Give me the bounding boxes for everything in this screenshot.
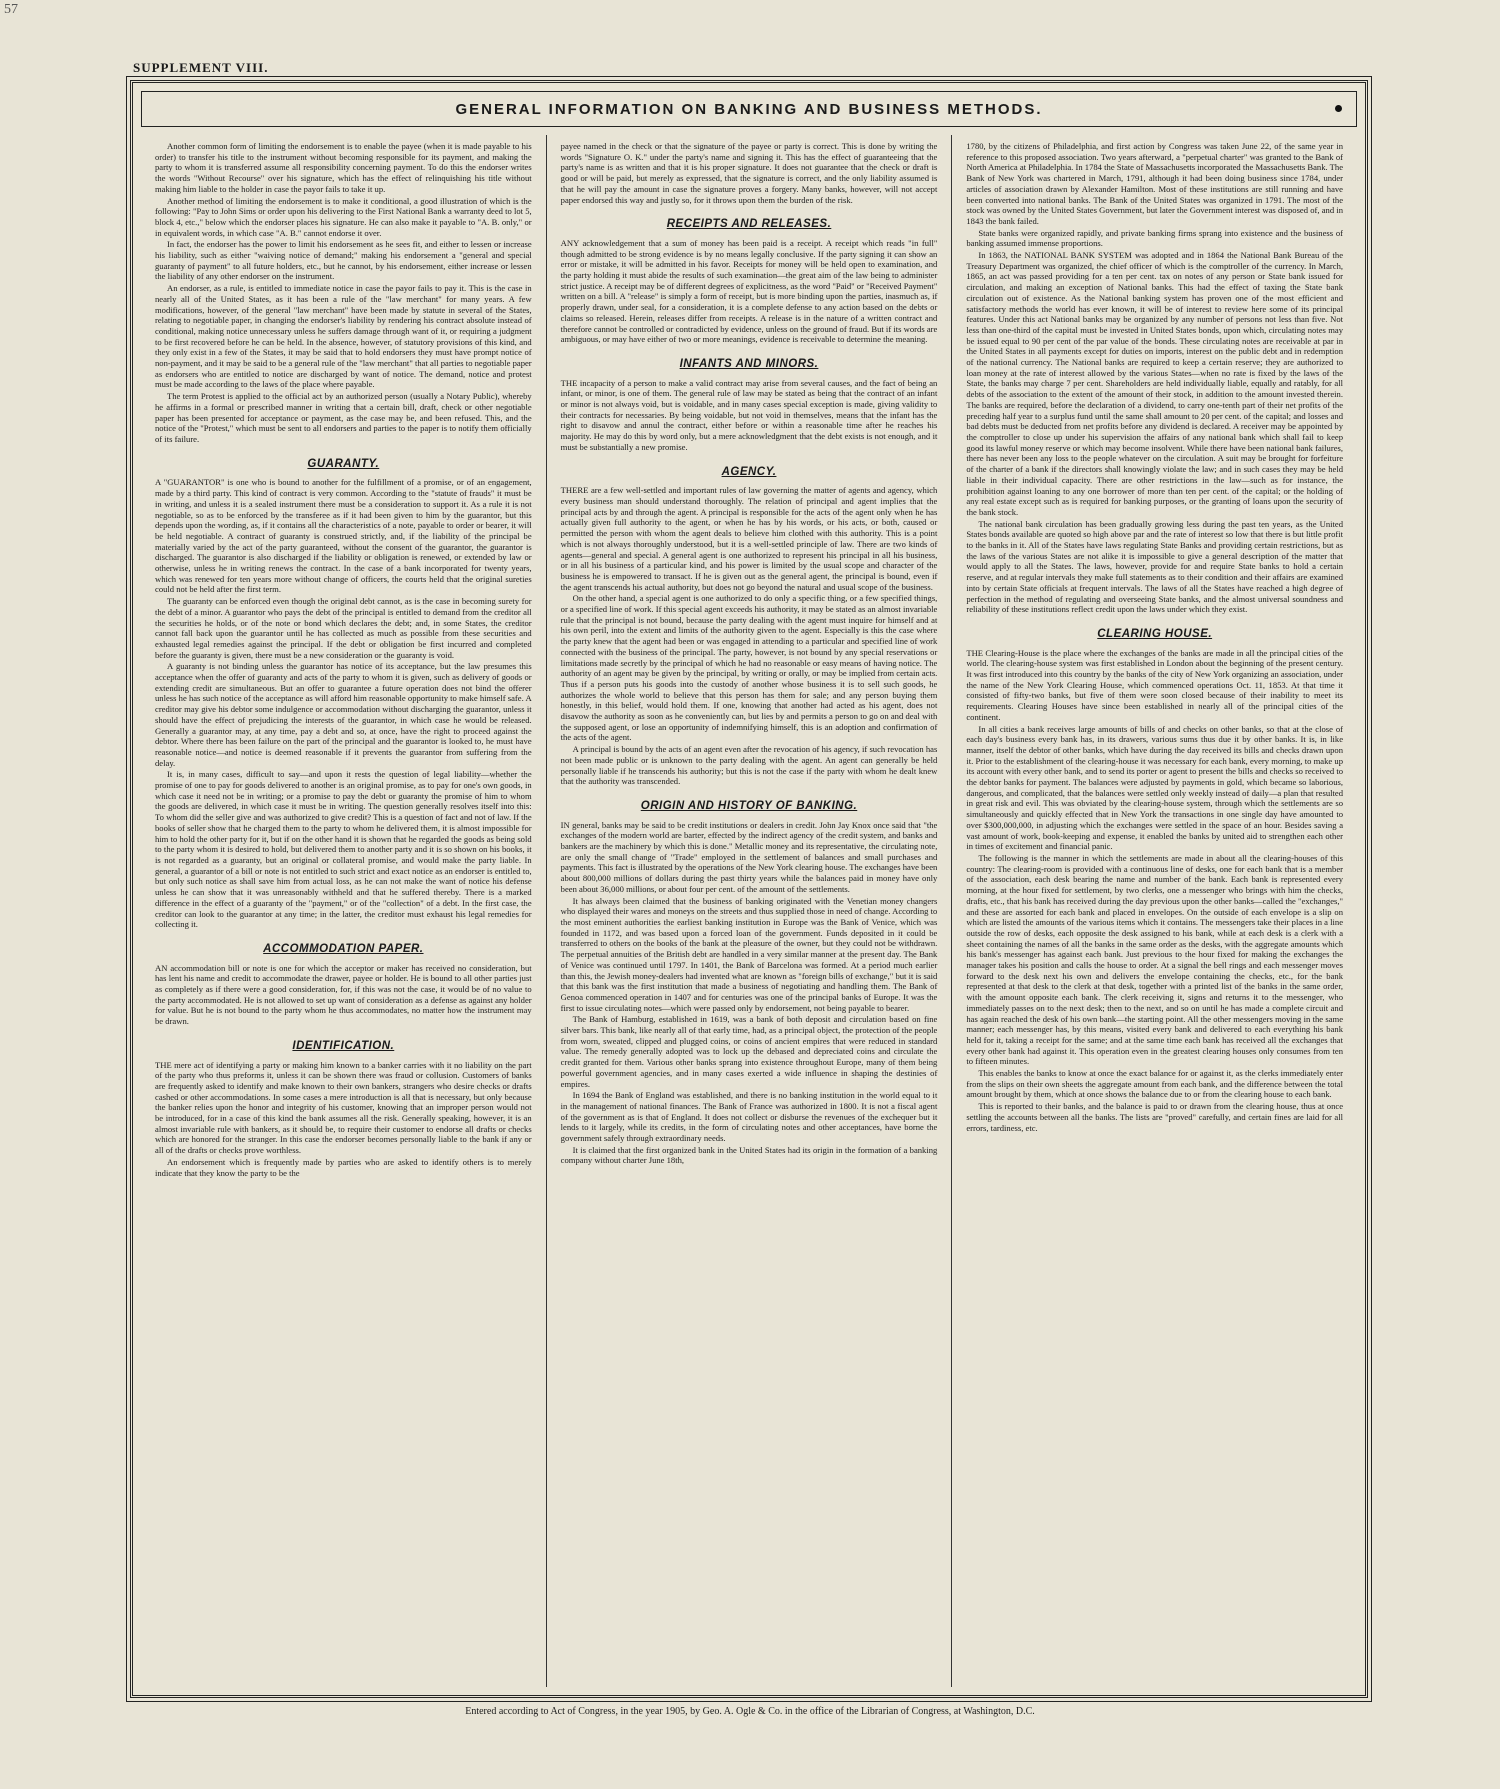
paragraph: The Bank of Hamburg, established in 1619, was a bank of both deposit and circulation based on fine silver bars. This bank, like nearly all of that early time, had, as a principal object, the protection of the people from worn, sweated, clipped and plugged coins, or coins of ancient empires that were reduced in standard value. The remedy generally adopted was to lock up the debased and depreciated coins and circulate the credit granted for them. Various other banks sprang into existence throughout Europe, many of them being powerful government agencies, and in many cases exerted a wide influence in shaping the destinies of empires. (560, 1014, 938, 1089)
paragraph: In 1694 the Bank of England was established, and there is no banking institution in the world equal to it in the management of national finances. The Bank of France was authorized in 1800. It is not a fiscal agent of the government as is that of England. It does not collect or disburse the revenues of the exchequer but it lends to it largely, while its credits, in the form of circulating notes and other acceptances, have borne the government safely through extraordinary needs. (560, 1090, 938, 1144)
paragraph: In fact, the endorser has the power to limit his endorsement as he sees fit, and either to lessen or increase his liability, such as either "waiving notice of demand;" making his endorsement a "general and special guaranty of payment" to all future holders, etc., but he cannot, by his endorsement, either increase or lessen the liability of any other endorser on the instrument. (155, 239, 532, 282)
section-heading-accommodation-paper: ACCOMMODATION PAPER. (263, 942, 424, 955)
paragraph: payee named in the check or that the signature of the payee or party is correct. This is done by writing the words "Signature O. K." under the party's name and signing it. This has the effect of guaranteeing that the party's name is as written and that it is his proper signature. It does not guarantee that the check or draft is good or will be paid, but merely as expressed, that the signature is correct, and the only liability assumed is that he will pay the amount in case the signature proves a forgery. Many banks, however, will not accept paper endorsed this way and justly so, for it throws upon them the burden of the risk. (560, 141, 938, 205)
paragraph: It has always been claimed that the business of banking originated with the Venetian money changers who displayed their wares and moneys on the streets and thus supplied those in need of change. According to the most eminent authorities the earliest banking institution in Europe was the Bank of Venice, which was founded in 1172, and was based upon a forced loan of the government. Funds deposited in it could be transferred to others on the books of the bank at the pleasure of the owner, but they could not be withdrawn. The perpetual annuities of the British debt are handled in a very similar manner at the present day. The Bank of Venice was continued until 1797. In 1401, the Bank of Barcelona was formed. At a period much earlier than this, the Jewish money-dealers had invented what are known as "foreign bills of exchange," but it is said that this bank was the first institution that made a business of negotiating and handling them. The Bank of Genoa commenced operation in 1407 and for centuries was one of the principal banks of Europe. It was the first to issue circulating notes—which were passed only by endorsement, not being payable to bearer. (560, 895, 938, 1013)
paragraph: THE Clearing-House is the place where the exchanges of the banks are made in all the principal cities of the world. The clearing-house system was first established in London about the beginning of the present century. It was first introduced into this country by the banks of the city of New York organizing an association, under the name of the New York Clearing House, which commenced operations Oct. 11, 1853. At that time it consisted of fifty-two banks, but five of them were soon closed because of their inability to meet its requirements. Clearing Houses have since been established in nearly all of the principal cities of the continent. (966, 647, 1344, 722)
column-2 (546, 135, 952, 1687)
paragraph: This enables the banks to know at once the exact balance for or against it, as the clerks immediately enter from the slips on their own sheets the aggregate amount from each bank, and the difference between the total amount brought by them, which at once shows the balance due to or from the clearing house to each bank. (966, 1068, 1344, 1100)
paragraph: This is reported to their banks, and the balance is paid to or drawn from the clearing house, thus at once settling the accounts between all the banks. The lists are "proved" carefully, and certain fines are laid for all errors, tardiness, etc. (966, 1101, 1344, 1133)
paragraph: In all cities a bank receives large amounts of bills of and checks on other banks, so that at the close of each day's business every bank has, in its drawers, various sums thus due it by other banks. It is, in like manner, itself the debtor of other banks, which have during the day received its bills and checks drawn upon it. Prior to the establishment of the clearing-house it was necessary for each bank, every morning, to make up its account with every other bank, and to send its porter or agent to present the bills and checks so received to the debtor banks for payment. The balances were adjusted by payments in gold, which became so laborious, dangerous, and complicated, that the balances were settled only weekly instead of daily—a plan that resulted in great risk and evil. This was obviated by the clearing-house system, through which the settlements are so simultaneously and quickly effected that in New York the transactions in one single day have amounted to over $300,000,000, in adjusting which the exchanges were settled in the space of an hour. Besides saving a vast amount of work, book-keeping and expense, it enabled the banks by united aid to strengthen each other in times of excitement and financial panic. (966, 723, 1344, 852)
paragraph: An endorser, as a rule, is entitled to immediate notice in case the payor fails to pay it. This is the case in nearly all of the United States, as it has been a rule of the "law merchant" for many years. A few modifications, however, of the general "law merchant" have been made by statute in several of the States, relating to negotiable paper, in changing the endorser's liability by rendering his contract absolute instead of conditional, making notice unnecessary unless he suffers damage through want of it, or requiring a judgment to be first recovered before he can be held. In the absence, however, of statutory provisions of this kind, and they only exist in a few of the States, it may be said that to hold endorsers they must have prompt notice of non-payment, and it may be said to be a general rule of the "law merchant" that all parties to negotiable paper as endorsers who are entitled to notice are discharged by want of notice. The demand, notice and protest must be made according to the laws of the place where payable. (155, 283, 532, 390)
paragraph: On the other hand, a special agent is one authorized to do only a specific thing, or a few specified things, or a specified line of work. If this special agent exceeds his authority, it may be stated as an almost invariable rule that the principal is not bound, because the party dealing with the agent must inquire for himself and at his own peril, into the extent and limits of the authority given to the agent. Especially is this the case where the party knew that the agent had been or was engaged in attending to a particular and specified line of work connected with the business of the principal. The party, however, is not bound by any special reservations or limitations made secretly by the principal of which he had no reasonable or easy means of having notice. The authority of an agent may be given by the principal, by writing or orally, or may be implied from certain acts. Thus if a person puts his goods into the custody of another whose business it is to sell such goods, he authorizes the whole world to believe that this person has them for sale; and any person buying them honestly, in this belief, would hold them. If one, knowing that another had acted as his agent, does not disavow the authority as soon as he conveniently can, but lies by and permits a person to go on and deal with the supposed agent, or lose an opportunity of indemnifying himself, this is an adoption and confirmation of the acts of the agent. (560, 593, 938, 743)
paragraph: AN accommodation bill or note is one for which the acceptor or maker has received no consideration, but has lent his name and credit to accommodate the drawer, payee or holder. He is bound to all other parties just as completely as if there were a good consideration, for, if this was not the case, it would be of no value to the party accommodated. He is not allowed to set up want of consideration as a defense as against any holder for value. But he is not bound to the party whom he thus accommodates, no matter how the instrument may be drawn. (155, 962, 532, 1027)
paragraph: THERE are a few well-settled and important rules of law governing the matter of agents and agency, which every business man should understand thoroughly. The relation of principal and agent implies that the principal acts by and through the agent. A principal is responsible for the acts of the agent only when he has actually given full authority to the agent, or when he has by his words, or his acts, or both, caused or permitted the person with whom the agent deals to believe him clothed with this authority. This is a point which is not always thoroughly understood, but it is a well-settled principle of law. There are two kinds of agents—general and special. A general agent is one authorized to represent his principal in all his business, or in all his business of a particular kind, and his power is limited by the usual scope and character of the business he is empowered to transact. If he is given out as the general agent, the principal is bound, even if the agent transcends his actual authority, but does not go beyond the natural and usual scope of the business. (560, 485, 938, 592)
paragraph: An endorsement which is frequently made by parties who are asked to identify others is to merely indicate that they know the party to be the (155, 1156, 532, 1178)
copyright-footer: Entered according to Act of Congress, in the year 1905, by Geo. A. Ogle & Co. in the office of the Librarian of Congress, at Washington, D.C. (465, 1706, 1035, 1717)
corner-page-mark: 57 (4, 2, 18, 17)
column-3 (951, 135, 1357, 1687)
paragraph: Another common form of limiting the endorsement is to enable the payee (when it is made payable to his order) to transfer his title to the instrument without becoming responsible for its payment, and making the party to whom it is transferred assume all responsibility concerning payment. To do this the endorser writes the words "Without Recourse" over his signature, which has the effect of relinquishing his title without making him liable to the holder in case the payor fails to take it up. (155, 141, 532, 194)
paragraph: 1780, by the citizens of Philadelphia, and first action by Congress was taken June 22, of the same year in reference to this proposed association. Two years afterward, a "perpetual charter" was granted to the Bank of North America at Philadelphia. In 1784 the State of Massachusetts incorporated the Massachusetts Bank. The Bank of New York was chartered in March, 1791, although it had been doing business since 1784, under articles of association drawn by Alexander Hamilton. Most of these institutions are still running and have been converted into national banks. The Bank of the United States was organized in 1791. The most of the stock was owned by the United States Government, but later the Government interest was disposed of, and in 1843 the bank failed. (966, 141, 1344, 226)
paragraph: THE incapacity of a person to make a valid contract may arise from several causes, and the fact of being an infant, or minor, is one of them. The general rule of law may be stated as being that the contract of an infant or minor is not always void, but is voidable, and in many cases special exception is made, giving validity to their contracts for necessaries. By being voidable, but not void in themselves, means that the infant has the right to disavow and annul the contract, either before or within a reasonable time after he reaches his majority. He may do this by word only, but a mere acknowledgment that the debt exists is not enough, and it must be substantially a new promise. (560, 377, 938, 452)
paragraph: State banks were organized rapidly, and private banking firms sprang into existence and the business of banking assumed immense proportions. (966, 227, 1344, 249)
section-heading-origin-history-banking: ORIGIN AND HISTORY OF BANKING. (640, 799, 858, 812)
paragraph: The following is the manner in which the settlements are made in about all the clearing-houses of this country: The clearing-room is provided with a continuous line of desks, one for each bank that is a member of the association, each desk bearing the name and number of the bank. Each bank is represented every morning, at the hour fixed for settlement, by two clerks, one a messenger who brings with him the checks, drafts, etc., that his bank has received during the day previous upon the other banks—called the "exchanges," and these are assorted for each bank and placed in envelopes. On the outside of each envelope is a slip on which are listed the amounts of the various items which it contains. The messengers take their places in a line outside the row of desks, each opposite the desk assigned to his bank, while at each desk is a clerk with a sheet containing the names of all the banks in the same order as the desks, with the aggregate amounts which his bank's messenger has against each bank. Just previous to the hour fixed for making the exchanges the manager takes his position and calls the house to order. At a signal the bell rings and each messenger moves forward to the desk next his own and delivers the envelope containing the checks, etc., for the bank represented at that desk to the clerk at that desk, together with a printed list of the banks in the same order, with the amount opposite each bank. The clerk receiving it, signs and returns it to the messenger, who immediately passes on to the next desk; then to the next, and so on until he has made a complete circuit and has again reached the desk of his own bank—the starting point. All the other messengers moving in the same manner; each messenger has, by this means, visited every bank and delivered to each everything his bank held for it, taking a receipt for the same; and at the same time each bank has received all the exchanges that every other bank had against it. This operation even in the greatest clearing houses only consumes from ten to fifteen minutes. (966, 853, 1344, 1067)
paragraph: The national bank circulation has been gradually growing less during the past ten years, as the United States bonds available are quoted so high above par and the rate of interest so low that there is but little profit to the banks in it. All of the States have laws regulating State Banks and providing certain restrictions, but as the laws of the various States are not alike it is impossible to give a general description of the matter that would apply to all the States. The laws, however, provide for and require State banks to hold a certain reserve, and at regular intervals they make full statements as to their condition and their affairs are examined into by certain State officials at frequent intervals. The laws of all the States have reached a high degree of perfection in the method of regulating and overseeing State banks, and the almost universal soundness and reliability of these institutions reflect credit upon the laws under which they exist. (966, 518, 1344, 615)
paragraph: THE mere act of identifying a party or making him known to a banker carries with it no liability on the part of the party who thus preforms it, unless it can be shown there was fraud or collusion. Customers of banks are frequently asked to identify and make known to their own bankers, strangers who desire checks or drafts cashed or other accommodations. In some cases a mere introduction is all that is necessary, but only because the banker relies upon the honor and integrity of his customer, knowing that an improper person would not be introduced, for in a case of this kind the bank assumes all the risk. Generally speaking, however, it is an almost invariable rule with bankers, as it should be, to require their customer to endorse all drafts or checks which are honored for the stranger. In this case the endorser becomes personally liable to the bank if any or all of the drafts or checks prove worthless. (155, 1059, 532, 1156)
paragraph: IN general, banks may be said to be credit institutions or dealers in credit. John Jay Knox once said that "the exchanges of the modern world are barter, effected by the indirect agency of the credit system, and banks and bankers are the machinery by which this is done." Metallic money and its representative, the circulating note, are only the small change of "Trade" employed in the settlement of balances and small purchases and payments. This fact is illustrated by the operations of the New York clearing house. The exchanges have been about 800,000 millions of dollars during the past thirty years while the balances paid in money have only been about 36,000 millions, or about four per cent. of the amount of the settlements. (560, 819, 938, 894)
text-columns (141, 135, 1357, 1687)
paragraph: The term Protest is applied to the official act by an authorized person (usually a Notary Public), whereby he affirms in a formal or prescribed manner in writing that a certain bill, draft, check or other negotiable paper has been presented for acceptance or payment, as the case may be, and been refused. This, and the notice of the "Protest," which must be sent to all endorsers and parties to the paper is to notify them officially of its failure. (155, 391, 532, 444)
paragraph: A "GUARANTOR" is one who is bound to another for the fulfillment of a promise, or of an engagement, made by a third party. This kind of contract is very common. According to the "statute of frauds" it must be in writing, and unless it is a sealed instrument there must be a consideration to support it. As a rule it is not negotiable, so as to be enforced by the transferee as if it had been given to him by the guarantor, but this depends upon the wording, as, if it contains all the characteristics of a note, payable to order or bearer, it will be held negotiable. A contract of guaranty is construed strictly, and, if the liability of the principal be materially varied by the act of the party guaranteed, without the consent of the guarantor, the guarantor is discharged. The guarantor is also discharged if the liability or obligation is renewed, or extended by law or otherwise, unless he in writing renews the contract. In the case of a bank incorporated for twenty years, which was renewed for ten years more without change of officers, the courts held that the original sureties could not be held after the first term. (155, 477, 532, 595)
paragraph: In 1863, the NATIONAL BANK SYSTEM was adopted and in 1864 the National Bank Bureau of the Treasury Department was organized, the chief officer of which is the comptroller of the currency. In March, 1865, an act was passed providing for a ten per cent. tax on notes of any person or State bank issued for circulation, and making an exception of National banks. This had the effect of taxing the State bank circulation out of existence. As the National banking system has proven one of the most efficient and satisfactory methods the world has ever known, it will be of interest to review here some of its principal features. Under this act National banks may be organized by any number of persons not less than five. Not less than one-third of the capital must be invested in United States bonds, upon which, circulating notes may be issued equal to 90 per cent of the par value of the bonds. These circulating notes are receivable at par in the United States in all payments except for duties on imports, interest on the public debt and in redemption of the national currency. The National banks are required to keep a certain reserve; they are authorized to loan money at the rate of interest allowed by the various States—when no rate is fixed by the laws of the State, the banks may charge 7 per cent. Shareholders are held individually liable, equally and ratably, for all debts of the association to the extent of the amount of their stock, in addition to the amount invested therein. The banks are required, before the declaration of a dividend, to carry one-tenth part of their net profits of the preceding half year to a surplus fund until the same shall amount to 20 per cent. of the capital; and losses and bad debts must be deducted from net profits before any dividend is declared. A receiver may be appointed by the comptroller to close up under his supervision the affairs of any national bank which shall fail to keep good its lawful money reserve or which may become insolvent. While there have been national bank failures, there has never been any loss to the people whatever on the circulation. A suit may be brought for forfeiture of the charter of a bank if the directors shall knowingly violate the law; and in such cases they may be held liable in their individual capacity. There are other restrictions in the law—such as for instance, the prohibition against loaning to any one borrower of more than ten per cent. of the capital; or the holding of any real estate except such as is required for banking purposes, or the granting of loans upon the security of the bank stock. (966, 250, 1344, 517)
section-heading-identification: IDENTIFICATION. (292, 1039, 395, 1052)
section-heading-clearing-house: CLEARING HOUSE. (1097, 627, 1213, 640)
paragraph: It is, in many cases, difficult to say—and upon it rests the question of legal liability—whether the promise of one to pay for goods delivered to another is an original promise, as to pay for one's own goods, in which case it need not be in writing; or a promise to pay the debt or guaranty the promise of him to whom the goods are delivered, in which case it must be in writing. The question generally resolves itself into this: To whom did the seller give and was authorized to give credit? This is a question of fact and not of law. If the books of seller show that he charged them to the party to whom he delivered them, it is almost impossible for him to hold the other party for it, but if on the other hand it is shown that he regarded the goods as being sold to the party whom it is desired to hold, but delivered them to another party and it is so shown on his books, it is not regarded as a guaranty, but an original or collateral promise, and would make the party liable. In general, a guarantor of a bill or note is not entitled to such strict and exact notice as an endorser is entitled to, but only such notice as shall save him from actual loss, as he can not make the want of notice his defense unless he can show that it was unreasonably withheld and that he suffered thereby. There is a marked difference in the effect of a guaranty of the "payment," or of the "collection" of a debt. In the first case, the creditor can look to the guarantor at any time; in the latter, the creditor must exhaust his legal remedies for collecting it. (155, 769, 532, 930)
document-frame (130, 80, 1368, 1698)
paragraph: The guaranty can be enforced even though the original debt cannot, as is the case in becoming surety for the debt of a minor. A guarantor who pays the debt of the principal is entitled to demand from the creditor all the securities he holds, or of the note or bond which declares the debt; and, in some States, the creditor cannot fall back upon the guarantor until he has collected as much as possible from these securities and exhausted legal remedies against the principal. If the debt or obligation be first incurred and completed before the guaranty is given, there must be a new consideration or the guaranty is void. (155, 596, 532, 660)
section-heading-guaranty: GUARANTY. (307, 457, 380, 470)
section-heading-infants-minors: INFANTS AND MINORS. (679, 357, 819, 370)
bullet-icon (1335, 105, 1342, 112)
section-heading-receipts-releases: RECEIPTS AND RELEASES. (666, 218, 832, 231)
paragraph: Another method of limiting the endorsement is to make it conditional, a good illustration of which is the following: "Pay to John Sims or order upon his delivering to the First National Bank a warranty deed to lot 5, block 4, etc.," below which the endorser places his signature. He can also make it payable to "A. B. only," or in equivalent words, in which case "A. B." cannot endorse it over. (155, 195, 532, 238)
column-1 (141, 135, 546, 1687)
paragraph: ANY acknowledgement that a sum of money has been paid is a receipt. A receipt which reads "in full" though admitted to be strong evidence is by no means legally conclusive. If the party signing it can show an error or mistake, it will be admitted in his favor. Receipts for money will be held open to examination, and the party holding it must abide the results of such examination—the great aim of the law being to administer strict justice. A receipt may be of different degrees of explicitness, as the word "Paid" or "Received Payment" written on a bill. A "release" is simply a form of receipt, but is more binding upon the parties, inasmuch as, if properly drawn, under seal, for a consideration, it is a complete defense to any action based on the debts or claims so released. Herein, releases differ from receipts. A release is in the nature of a written contract and therefore cannot be controlled or contradicted by evidence, unless on the ground of fraud. But if its words are ambiguous, or may have either of two or more meanings, evidence is receivable to determine the meaning. (560, 237, 938, 345)
paragraph: It is claimed that the first organized bank in the United States had its origin in the formation of a banking company without charter June 18th, (560, 1144, 938, 1166)
paragraph: A guaranty is not binding unless the guarantor has notice of its acceptance, but the law presumes this acceptance when the offer of guaranty and acts of the party to whom it is given, such as delivery of goods or extending credit are simultaneous. But an offer to guarantee a future operation does not bind the offerer unless he has such notice of the acceptance as will afford him reasonable opportunity to make himself safe. A creditor may give his debtor some indulgence or accommodation without discharging the guarantor, unless it should have the effect of prejudicing the interests of the guarantor, in which case he would be released. Generally a guarantor may, at any time, pay a debt and so, at once, have the right to proceed against the debtor. Where there has been failure on the part of the principal and the guarantor is looked to, he must have reasonable notice—and notice is deemed reasonable if it prevents the guarantor from suffering from the delay. (155, 661, 532, 768)
supplement-label: SUPPLEMENT VIII. (133, 60, 269, 75)
section-heading-agency: AGENCY. (721, 465, 777, 478)
title-bar (141, 91, 1357, 127)
paragraph: A principal is bound by the acts of an agent even after the revocation of his agency, if such revocation has not been made public or is unknown to the party dealing with the agent. An agent can generally be held personally liable if he transcends his authority; but this is not the case if the party with whom he dealt knew that the authority was transcended. (560, 744, 938, 787)
page-title: GENERAL INFORMATION ON BANKING AND BUSINESS METHODS. (455, 100, 1043, 118)
